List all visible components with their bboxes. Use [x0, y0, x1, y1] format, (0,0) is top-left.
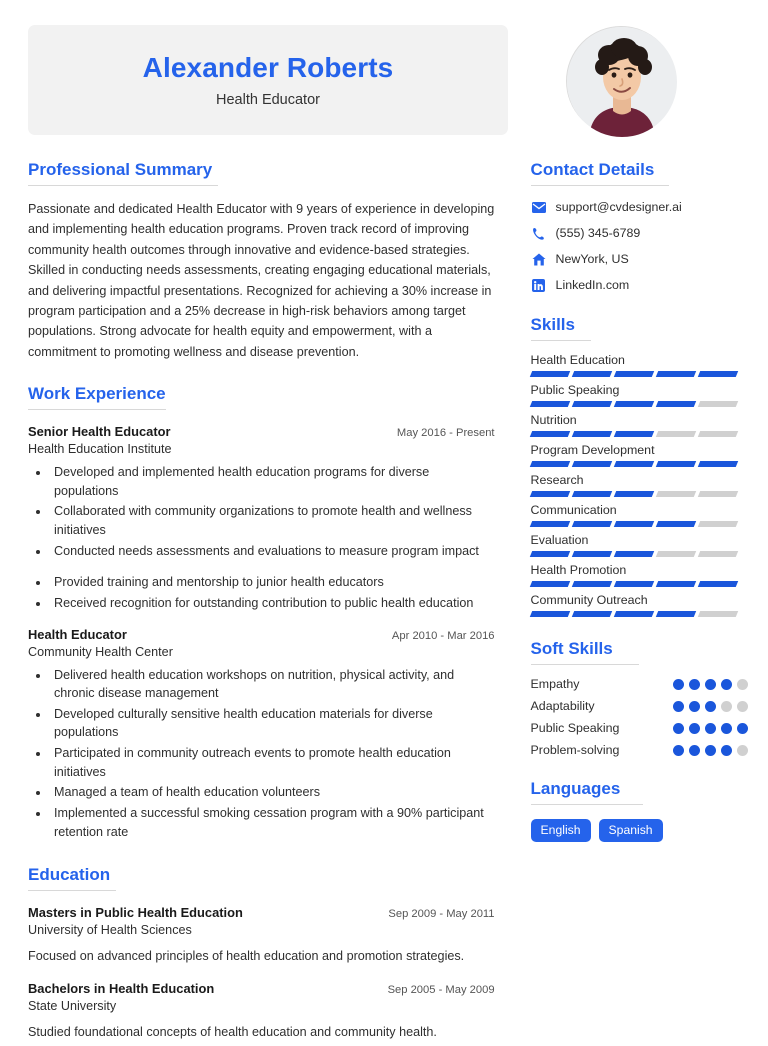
- summary-heading: Professional Summary: [28, 160, 218, 186]
- section-work-experience: [28, 384, 495, 841]
- avatar: [566, 26, 676, 136]
- skill-row: [531, 593, 748, 617]
- soft-skill-name: Empathy: [530, 677, 580, 691]
- skill-segment: [529, 371, 569, 377]
- summary-text: Passionate and dedicated Health Educator with 9 years of experience in developing and implementing health education programs. Proven track record of improving community health outcomes through innovative and evidence-based strategies. Skilled in conducting needs assessments, creating engaging educational materials, and delivering impactful presentations. Recognized for achieving a 30% increase in program participation and a 25% decrease in high-risk behaviors among target populations. Strong advocate for health equity and empowerment, with a commitment to promoting wellness and disease prevention.: [28, 202, 495, 359]
- skill-segment: [613, 461, 653, 467]
- language-badge: English: [531, 819, 591, 842]
- education-school: University of Health Sciences: [28, 923, 192, 938]
- soft-skill-row: [531, 677, 748, 691]
- skill-segment: [571, 371, 611, 377]
- list-item: • Delivered health education workshops on nutrition, physical activity, and chronic disease management: [50, 666, 495, 703]
- skill-segment: [571, 611, 611, 617]
- skill-segment: [697, 461, 737, 467]
- skill-row: [531, 503, 748, 527]
- skill-segment: [571, 491, 611, 497]
- contact-list: [531, 199, 748, 293]
- experience-heading: Work Experience: [28, 384, 166, 410]
- skill-segment: [613, 521, 653, 527]
- skill-segment: [697, 551, 737, 557]
- skill-segment: [529, 551, 569, 557]
- languages-heading: Languages: [531, 779, 643, 805]
- soft-skill-row: [531, 743, 748, 757]
- contact-item-linkedin[interactable]: [531, 277, 748, 293]
- soft-skill-rating: [673, 701, 748, 712]
- rating-dot: [721, 701, 732, 712]
- skill-segment: [529, 521, 569, 527]
- skill-segment: [613, 401, 653, 407]
- contact-item-location[interactable]: [531, 251, 748, 267]
- skill-level-bar: [531, 581, 748, 587]
- skill-segment: [613, 581, 653, 587]
- skill-row: [531, 443, 748, 467]
- experience-date: Apr 2010 - Mar 2016: [391, 629, 495, 642]
- contact-phone-text: (555) 345-6789: [555, 226, 641, 240]
- education-degree: Bachelors in Health Education: [28, 980, 215, 996]
- skill-level-bar: [531, 491, 748, 497]
- soft-skill-row: [531, 721, 748, 735]
- skill-segment: [655, 401, 695, 407]
- experience-bullets: [28, 666, 495, 842]
- rating-dot: [689, 679, 700, 690]
- section-professional-summary: [28, 160, 495, 362]
- experience-entry: [28, 424, 495, 612]
- experience-date: May 2016 - Present: [396, 427, 495, 440]
- skill-segment: [697, 371, 737, 377]
- soft-skill-rating: [673, 745, 748, 756]
- skill-row: [531, 383, 748, 407]
- education-date: Sep 2009 - May 2011: [388, 908, 495, 921]
- soft-skills-list: [531, 677, 748, 757]
- list-item: • Participated in community outreach events to promote health education initiatives: [50, 744, 495, 781]
- skill-name: Research: [530, 473, 584, 487]
- skill-row: [531, 533, 748, 557]
- rating-dot: [737, 679, 748, 690]
- contact-item-phone[interactable]: [531, 225, 748, 241]
- skill-row: [531, 563, 748, 587]
- skill-segment: [571, 401, 611, 407]
- languages-list: [531, 819, 748, 842]
- list-item: • Provided training and mentorship to junior health educators: [50, 573, 495, 592]
- main-column: [28, 160, 503, 1046]
- soft-skill-rating: [673, 723, 748, 734]
- phone-icon: [531, 225, 547, 241]
- resume-header: [28, 25, 748, 136]
- education-description: Studied foundational concepts of health education and community health.: [28, 1024, 437, 1039]
- rating-dot: [673, 723, 684, 734]
- rating-dot: [705, 701, 716, 712]
- education-date: Sep 2005 - May 2009: [387, 983, 495, 996]
- soft-skill-name: Problem-solving: [530, 743, 620, 757]
- soft-skill-row: [531, 699, 748, 713]
- skill-segment: [613, 371, 653, 377]
- skill-name: Communication: [530, 503, 617, 517]
- skill-segment: [613, 431, 653, 437]
- skill-row: [531, 473, 748, 497]
- rating-dot: [705, 679, 716, 690]
- skill-segment: [529, 491, 569, 497]
- job-title: Health Educator: [216, 91, 320, 108]
- skill-segment: [655, 371, 695, 377]
- skill-segment: [571, 431, 611, 437]
- list-item: • Collaborated with community organizations to promote health and wellness initiatives: [50, 502, 495, 539]
- rating-dot: [673, 745, 684, 756]
- skill-level-bar: [531, 431, 748, 437]
- skill-name: Community Outreach: [530, 593, 648, 607]
- skill-name: Evaluation: [530, 533, 589, 547]
- profile-photo-icon: [567, 27, 677, 137]
- skill-segment: [655, 521, 695, 527]
- education-degree: Masters in Public Health Education: [28, 905, 243, 921]
- rating-dot: [689, 701, 700, 712]
- skill-segment: [571, 521, 611, 527]
- skill-segment: [571, 461, 611, 467]
- skill-segment: [529, 581, 569, 587]
- contact-linkedin-text: LinkedIn.com: [555, 278, 630, 292]
- education-heading: Education: [28, 865, 116, 891]
- section-languages: [531, 779, 748, 842]
- rating-dot: [737, 723, 748, 734]
- section-skills: [531, 315, 748, 617]
- envelope-icon: [531, 199, 547, 215]
- skill-segment: [613, 491, 653, 497]
- section-contact-details: [531, 160, 748, 293]
- experience-bullets: [28, 463, 495, 612]
- skill-segment: [655, 461, 695, 467]
- list-item: • Developed culturally sensitive health education materials for diverse populations: [50, 705, 495, 742]
- list-item: • Implemented a successful smoking cessation program with a 90% participant retention rate: [50, 804, 495, 841]
- skill-segment: [697, 611, 737, 617]
- skill-segment: [655, 581, 695, 587]
- linkedin-icon: [531, 277, 547, 293]
- rating-dot: [721, 723, 732, 734]
- skill-segment: [697, 431, 737, 437]
- rating-dot: [721, 745, 732, 756]
- section-soft-skills: [531, 639, 748, 757]
- skill-segment: [697, 401, 737, 407]
- skill-level-bar: [531, 401, 748, 407]
- experience-role: Senior Health Educator: [28, 424, 171, 440]
- skill-segment: [571, 581, 611, 587]
- rating-dot: [705, 723, 716, 734]
- home-icon: [531, 251, 547, 267]
- skill-segment: [655, 551, 695, 557]
- education-list: [28, 905, 495, 1042]
- skill-name: Health Promotion: [530, 563, 627, 577]
- rating-dot: [689, 723, 700, 734]
- sidebar: [531, 160, 748, 1046]
- skill-segment: [529, 611, 569, 617]
- list-item: • Conducted needs assessments and evaluations to measure program impact: [50, 542, 495, 561]
- skills-heading: Skills: [531, 315, 591, 341]
- experience-role: Health Educator: [28, 626, 127, 642]
- skill-row: [531, 413, 748, 437]
- list-item-spacer: [50, 562, 495, 573]
- experience-entry: [28, 627, 495, 842]
- skill-segment: [655, 611, 695, 617]
- education-description: Focused on advanced principles of health education and promotion strategies.: [28, 949, 465, 964]
- soft-skill-name: Public Speaking: [530, 721, 620, 735]
- skill-segment: [529, 461, 569, 467]
- skill-name: Public Speaking: [530, 383, 620, 397]
- skill-segment: [613, 611, 653, 617]
- rating-dot: [721, 679, 732, 690]
- name-band: [28, 25, 508, 135]
- skill-segment: [697, 491, 737, 497]
- education-entry: [28, 905, 495, 967]
- list-item: • Managed a team of health education volunteers: [50, 783, 495, 802]
- skill-level-bar: [531, 461, 748, 467]
- rating-dot: [673, 701, 684, 712]
- education-entry: [28, 981, 495, 1043]
- contact-email-text: support@cvdesigner.ai: [555, 200, 682, 214]
- resume-body: [28, 160, 748, 1046]
- skill-level-bar: [531, 611, 748, 617]
- contact-item-email[interactable]: [531, 199, 748, 215]
- skill-segment: [655, 431, 695, 437]
- contact-location-text: NewYork, US: [555, 252, 629, 266]
- rating-dot: [737, 745, 748, 756]
- contact-heading: Contact Details: [531, 160, 669, 186]
- soft-skill-name: Adaptability: [530, 699, 595, 713]
- section-education: [28, 865, 495, 1042]
- skill-level-bar: [531, 371, 748, 377]
- full-name: Alexander Roberts: [142, 52, 394, 84]
- skill-row: [531, 353, 748, 377]
- experience-org: Community Health Center: [28, 644, 173, 659]
- skill-segment: [571, 551, 611, 557]
- skill-segment: [697, 581, 737, 587]
- skill-segment: [529, 401, 569, 407]
- rating-dot: [737, 701, 748, 712]
- skill-level-bar: [531, 551, 748, 557]
- rating-dot: [705, 745, 716, 756]
- rating-dot: [689, 745, 700, 756]
- language-badge: Spanish: [599, 819, 663, 842]
- skill-segment: [655, 491, 695, 497]
- soft-skills-heading: Soft Skills: [531, 639, 639, 665]
- skill-name: Nutrition: [530, 413, 577, 427]
- soft-skill-rating: [673, 679, 748, 690]
- education-school: State University: [28, 998, 117, 1013]
- skills-list: [531, 353, 748, 617]
- list-item: • Received recognition for outstanding contribution to public health education: [50, 594, 495, 613]
- skill-segment: [613, 551, 653, 557]
- skill-name: Program Development: [530, 443, 655, 457]
- experience-list: [28, 424, 495, 841]
- skill-segment: [697, 521, 737, 527]
- skill-level-bar: [531, 521, 748, 527]
- experience-org: Health Education Institute: [28, 442, 172, 457]
- skill-name: Health Education: [530, 353, 625, 367]
- list-item: • Developed and implemented health education programs for diverse populations: [50, 463, 495, 500]
- rating-dot: [673, 679, 684, 690]
- skill-segment: [529, 431, 569, 437]
